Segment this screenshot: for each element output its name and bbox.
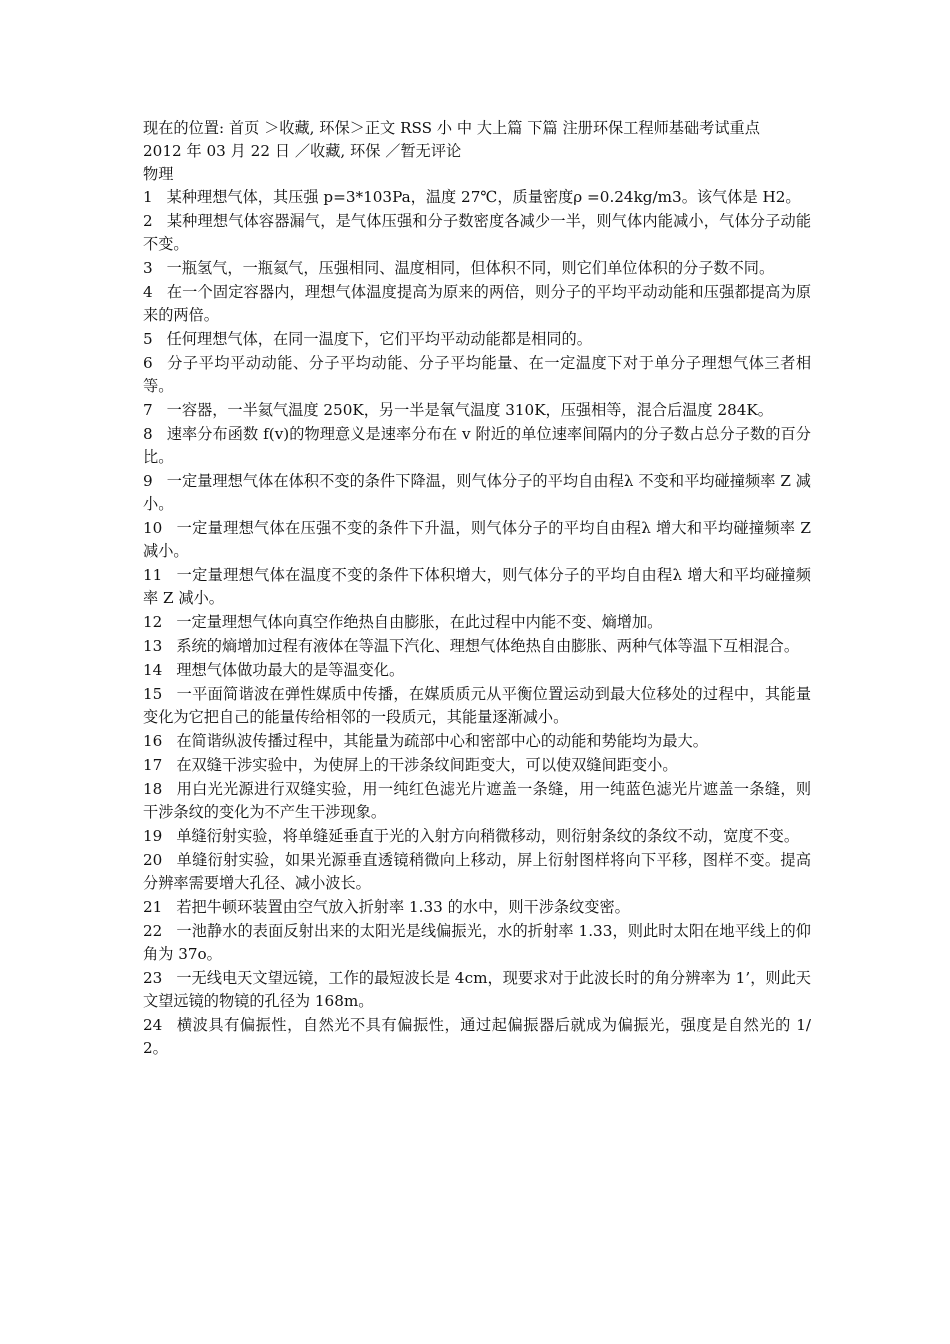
item-number: 2 <box>143 212 153 230</box>
list-item <box>143 659 811 682</box>
list-item <box>143 257 811 280</box>
item-number: 20 <box>143 851 163 869</box>
item-text: 一无线电天文望远镜，工作的最短波长是 4cm，现要求对于此波长时的角分辨率为 1’，则此天文望远镜的物镜的孔径为 168m。 <box>143 969 811 1010</box>
item-number: 14 <box>143 661 163 679</box>
item-text: 系统的熵增加过程有液体在等温下汽化、理想气体绝热自由膨胀、两种气体等温下互相混合。 <box>176 637 800 655</box>
list-item <box>143 470 811 516</box>
item-number: 4 <box>143 283 153 301</box>
item-number: 13 <box>143 637 163 655</box>
item-number: 22 <box>143 922 163 940</box>
item-text: 一定量理想气体在压强不变的条件下升温，则气体分子的平均自由程λ 增大和平均碰撞频率 Z 减小。 <box>143 519 811 560</box>
item-number: 10 <box>143 519 163 537</box>
list-item <box>143 517 811 563</box>
item-text: 在双缝干涉实验中，为使屏上的干涉条纹间距变大，可以使双缝间距变小。 <box>176 756 678 774</box>
list-item <box>143 825 811 848</box>
list-item <box>143 352 811 398</box>
item-number: 5 <box>143 330 153 348</box>
list-item <box>143 730 811 753</box>
item-number: 9 <box>143 472 153 490</box>
list-item <box>143 754 811 777</box>
item-text: 分子平均平动动能、分子平均动能、分子平均能量、在一定温度下对于单分子理想气体三者相等。 <box>143 354 811 395</box>
item-text: 若把牛顿环装置由空气放入折射率 1.33 的水中，则干涉条纹变密。 <box>176 898 630 916</box>
item-number: 19 <box>143 827 163 845</box>
item-number: 3 <box>143 259 153 277</box>
item-text: 单缝衍射实验，将单缝延垂直于光的入射方向稍微移动，则衍射条纹的条纹不动，宽度不变。 <box>176 827 800 845</box>
item-text: 用白光光源进行双缝实验，用一纯红色滤光片遮盖一条缝，用一纯蓝色滤光片遮盖一条缝，则干涉条纹的变化为不产生干涉现象。 <box>143 780 811 821</box>
list-item <box>143 564 811 610</box>
list-item <box>143 281 811 327</box>
item-text: 一平面简谐波在弹性媒质中传播，在媒质质元从平衡位置运动到最大位移处的过程中，其能量变化为它把自己的能量传给相邻的一段质元，其能量逐渐减小。 <box>143 685 811 726</box>
item-text: 一定量理想气体向真空作绝热自由膨胀，在此过程中内能不变、熵增加。 <box>176 613 663 631</box>
list-item <box>143 778 811 824</box>
breadcrumb: 现在的位置: 首页 ＞收藏, 环保＞正文 RSS 小 中 大上篇 下篇 注册环保工程师基础考试重点 <box>143 119 760 137</box>
item-number: 1 <box>143 188 153 206</box>
item-number: 11 <box>143 566 163 584</box>
item-text: 某种理想气体容器漏气，是气体压强和分子数密度各减少一半，则气体内能减小，气体分子动能不变。 <box>143 212 811 253</box>
item-text: 速率分布函数 f(v)的物理意义是速率分布在 v 附近的单位速率间隔内的分子数占总分子数的百分比。 <box>143 425 811 466</box>
list-item <box>143 920 811 966</box>
item-text: 一瓶氢气，一瓶氦气，压强相同、温度相同，但体积不同，则它们单位体积的分子数不同。 <box>166 259 775 277</box>
item-number: 16 <box>143 732 163 750</box>
item-number: 12 <box>143 613 163 631</box>
list-item <box>143 896 811 919</box>
post-meta: 2012 年 03 月 22 日 ／收藏, 环保 ／暂无评论 <box>143 142 462 160</box>
list-item <box>143 399 811 422</box>
item-number: 6 <box>143 354 153 372</box>
list-item <box>143 849 811 895</box>
list-item <box>143 683 811 729</box>
section-title: 物理 <box>143 165 174 183</box>
list-item <box>143 967 811 1013</box>
item-text: 横波具有偏振性，自然光不具有偏振性，通过起偏振器后就成为偏振光，强度是自然光的 1/2。 <box>143 1016 811 1057</box>
item-text: 某种理想气体，其压强 p=3*103Pa，温度 27℃，质量密度ρ =0.24kg/m3。该气体是 H2。 <box>166 188 801 206</box>
item-number: 7 <box>143 401 153 419</box>
item-number: 15 <box>143 685 163 703</box>
document-page <box>143 117 811 1060</box>
item-text: 在一个固定容器内，理想气体温度提高为原来的两倍，则分子的平均平动动能和压强都提高为原来的两倍。 <box>143 283 811 324</box>
list-item <box>143 635 811 658</box>
item-text: 一定量理想气体在温度不变的条件下体积增大，则气体分子的平均自由程λ 增大和平均碰撞频率 Z 减小。 <box>143 566 811 607</box>
list-item <box>143 611 811 634</box>
list-item <box>143 328 811 351</box>
item-number: 24 <box>143 1016 163 1034</box>
item-list <box>143 186 811 1060</box>
item-number: 17 <box>143 756 163 774</box>
item-number: 8 <box>143 425 153 443</box>
item-text: 一池静水的表面反射出来的太阳光是线偏振光，水的折射率 1.33，则此时太阳在地平线上的仰角为 37o。 <box>143 922 811 963</box>
item-number: 21 <box>143 898 163 916</box>
list-item <box>143 210 811 256</box>
item-text: 理想气体做功最大的是等温变化。 <box>176 661 405 679</box>
item-text: 一定量理想气体在体积不变的条件下降温，则气体分子的平均自由程λ 不变和平均碰撞频率 Z 减小。 <box>143 472 811 513</box>
list-item <box>143 1014 811 1060</box>
item-number: 23 <box>143 969 163 987</box>
item-text: 在简谐纵波传播过程中，其能量为疏部中心和密部中心的动能和势能均为最大。 <box>176 732 708 750</box>
item-number: 18 <box>143 780 163 798</box>
item-text: 单缝衍射实验，如果光源垂直透镜稍微向上移动，屏上衍射图样将向下平移，图样不变。提高分辨率需要增大孔径、减小波长。 <box>143 851 811 892</box>
list-item <box>143 423 811 469</box>
item-text: 任何理想气体，在同一温度下，它们平均平动动能都是相同的。 <box>166 330 592 348</box>
list-item <box>143 186 811 209</box>
item-text: 一容器，一半氦气温度 250K，另一半是氧气温度 310K，压强相等，混合后温度 284K。 <box>166 401 773 419</box>
